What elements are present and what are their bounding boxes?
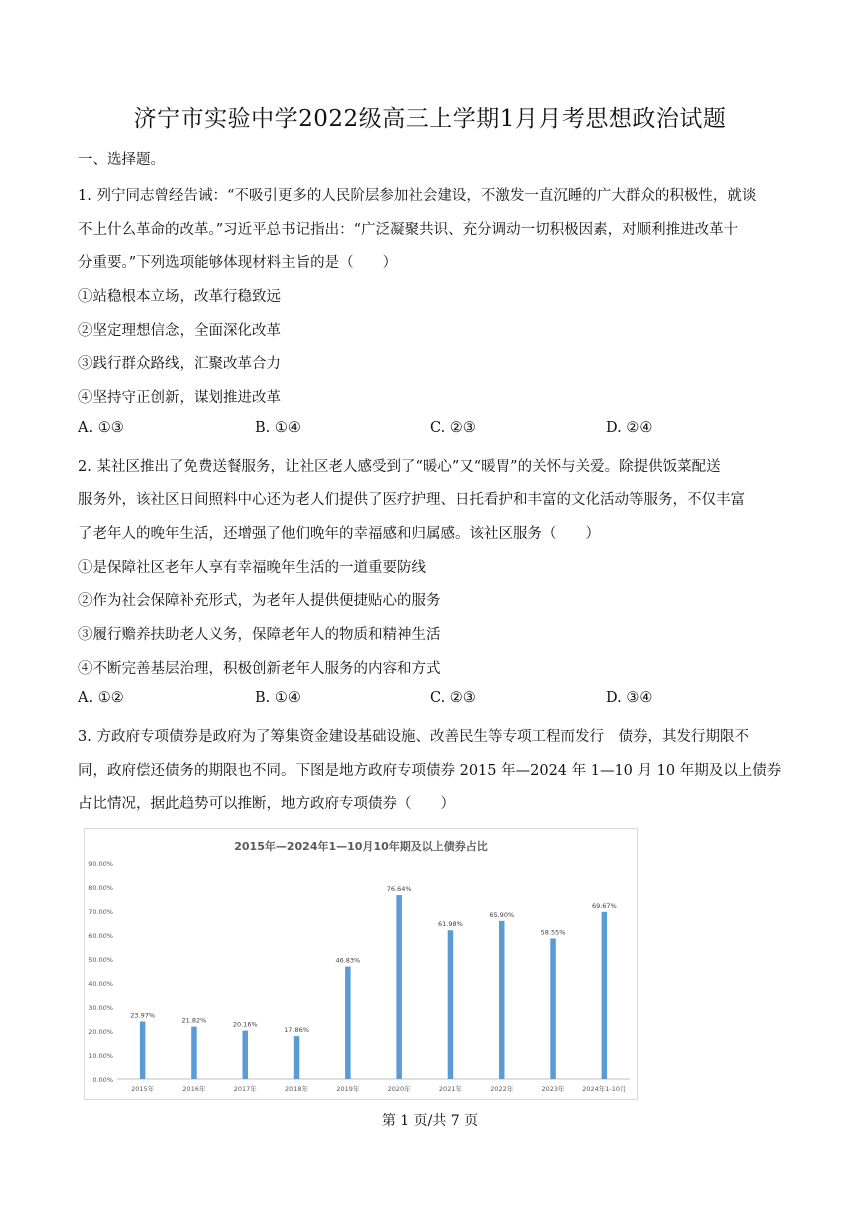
bar xyxy=(550,938,556,1079)
q2-option-c[interactable]: C. ②③ xyxy=(430,690,476,706)
q2-stem-line-2: 服务外，该社区日间照料中心还为老人们提供了医疗护理、日托看护和丰富的文化活动等服务，不仅丰富 xyxy=(78,492,745,508)
y-tick-label: 50.00% xyxy=(88,956,113,964)
y-tick-label: 20.00% xyxy=(88,1028,113,1036)
y-tick-label: 40.00% xyxy=(88,980,113,988)
page-footer: 第 1 页/共 7 页 xyxy=(381,1113,479,1129)
q1-item-4: ④坚持守正创新，谋划推进改革 xyxy=(78,390,281,406)
bar xyxy=(294,1036,300,1079)
q1-options xyxy=(78,420,788,440)
q1-option-a[interactable]: A. ①③ xyxy=(78,420,124,436)
x-tick-label: 2016年 xyxy=(182,1085,206,1093)
bar xyxy=(140,1021,146,1079)
bar xyxy=(345,967,351,1079)
bar xyxy=(396,895,402,1079)
bar-series xyxy=(130,885,616,1079)
q1-option-d[interactable]: D. ②④ xyxy=(606,420,653,436)
chart-svg xyxy=(85,829,637,1099)
q2-item-3: ③履行赡养扶助老人义务，保障老年人的物质和精神生活 xyxy=(78,627,441,643)
q1-stem-line-2: 不上什么革命的改革。”习近平总书记指出：“广泛凝聚共识、充分调动一切积极因素，对顺利推进改革十 xyxy=(78,222,739,238)
page-title: 济宁市实验中学2022级高三上学期1月月考思想政治试题 xyxy=(133,106,727,132)
bar xyxy=(243,1031,249,1079)
section-heading: 一、选择题。 xyxy=(78,152,165,168)
q2-stem-line-3: 了老年人的晚年生活，还增强了他们晚年的幸福感和归属感。该社区服务（ ） xyxy=(78,526,600,542)
q1-stem-line-3: 分重要。”下列选项能够体现材料主旨的是（ ） xyxy=(78,255,398,271)
q3-stem-line-2: 同，政府偿还债务的期限也不同。下图是地方政府专项债券 2015 年—2024 年 1—10 月 10 年期及以上债券 xyxy=(78,763,782,779)
q2-item-2: ②作为社会保障补充形式，为老年人提供便捷贴心的服务 xyxy=(78,593,441,609)
q1-option-b[interactable]: B. ①④ xyxy=(255,420,301,436)
x-tick-label: 2023年 xyxy=(541,1085,565,1093)
x-tick-label: 2024年1-10月 xyxy=(582,1085,627,1093)
x-tick-label: 2015年 xyxy=(131,1085,155,1093)
data-label: 76.64% xyxy=(386,885,412,894)
q2-option-a[interactable]: A. ①② xyxy=(78,690,124,706)
y-tick-label: 60.00% xyxy=(88,932,113,940)
data-label: 21.82% xyxy=(181,1016,207,1025)
y-tick-label: 10.00% xyxy=(88,1052,113,1060)
data-label: 58.55% xyxy=(540,928,566,937)
x-tick-label: 2017年 xyxy=(233,1085,257,1093)
q2-option-d[interactable]: D. ③④ xyxy=(606,690,653,706)
bar xyxy=(191,1027,197,1079)
x-tick-label: 2022年 xyxy=(490,1085,514,1093)
q3-stem-line-1: 3. 方政府专项债券是政府为了筹集资金建设基础设施、改善民生等专项工程而发行 债券，其发行期限不 xyxy=(78,729,749,745)
y-tick-label: 90.00% xyxy=(88,860,113,868)
q2-item-1: ①是保障社区老年人享有幸福晚年生活的一道重要防线 xyxy=(78,560,426,576)
q1-item-2: ②坚定理想信念，全面深化改革 xyxy=(78,323,281,339)
y-tick-label: 0.00% xyxy=(92,1076,113,1084)
q2-stem-line-1: 2. 某社区推出了免费送餐服务，让社区老人感受到了“暖心”又“暖胃”的关怀与关爱。除提供饭菜配送 xyxy=(78,459,721,475)
y-tick-label: 80.00% xyxy=(88,884,113,892)
chart-title: 2015年—2024年1—10月10年期及以上债券占比 xyxy=(234,840,488,853)
q1-stem-line-1: 1. 列宁同志曾经告诫：“不吸引更多的人民阶层参加社会建设，不激发一直沉睡的广大群众的积极性，就谈 xyxy=(78,188,757,204)
q2-option-b[interactable]: B. ①④ xyxy=(255,690,301,706)
x-axis xyxy=(131,1084,626,1093)
y-tick-label: 30.00% xyxy=(88,1004,113,1012)
data-label: 65.90% xyxy=(489,910,515,919)
data-label: 69.67% xyxy=(591,901,617,910)
data-label: 46.83% xyxy=(335,956,361,965)
q2-item-4: ④不断完善基层治理，积极创新老年人服务的内容和方式 xyxy=(78,661,441,677)
y-axis xyxy=(88,860,113,1084)
x-tick-label: 2018年 xyxy=(285,1085,309,1093)
bond-ratio-chart xyxy=(84,828,638,1100)
bar xyxy=(602,912,608,1079)
q2-options xyxy=(78,690,788,710)
q1-item-3: ③践行群众路线，汇聚改革合力 xyxy=(78,356,281,372)
x-tick-label: 2021年 xyxy=(438,1085,462,1093)
x-tick-label: 2020年 xyxy=(387,1085,411,1093)
data-label: 17.86% xyxy=(284,1026,309,1035)
y-tick-label: 70.00% xyxy=(88,908,113,916)
q3-stem-line-3: 占比情况，据此趋势可以推断，地方政府专项债券（ ） xyxy=(78,796,455,812)
x-tick-label: 2019年 xyxy=(336,1085,360,1093)
q1-item-1: ①站稳根本立场，改革行稳致远 xyxy=(78,289,281,305)
data-label: 61.98% xyxy=(438,920,463,929)
bar xyxy=(499,921,505,1079)
data-label: 23.97% xyxy=(130,1011,156,1020)
q1-option-c[interactable]: C. ②③ xyxy=(430,420,476,436)
bar xyxy=(448,930,454,1079)
data-label: 20.16% xyxy=(232,1020,258,1029)
